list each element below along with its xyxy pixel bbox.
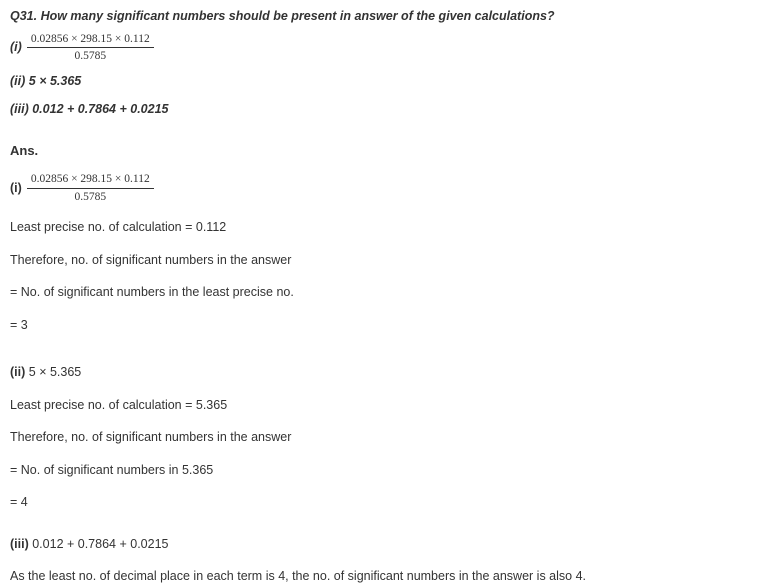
- answer-line: As the least no. of decimal place in each term is 4, the no. of significant numbers in the answer is also 4.: [10, 569, 586, 584]
- question-item-ii-text: 5 × 5.365: [28, 74, 82, 89]
- answer-part-ii-expression: [10, 364, 760, 382]
- question-item-ii: [10, 73, 760, 91]
- answer-line: Therefore, no. of significant numbers in the answer: [10, 252, 292, 267]
- answer-line: = No. of significant numbers in 5.365: [10, 462, 214, 477]
- question-item-i-label: (i): [10, 39, 22, 54]
- answer-part-i-expression: [10, 172, 760, 204]
- answer-part-ii-label: (ii): [10, 365, 26, 380]
- answer-part-iii-text: 0.012 + 0.7864 + 0.0215: [32, 536, 169, 551]
- answer-heading: Ans.: [10, 143, 39, 159]
- answer-line: Therefore, no. of significant numbers in the answer: [10, 430, 292, 445]
- question-item-iii-text: 0.012 + 0.7864 + 0.0215: [32, 101, 169, 116]
- question-item-i: [10, 32, 760, 64]
- answer-line: Least precise no. of calculation = 0.112: [10, 220, 227, 235]
- fraction-denominator: 0.5785: [74, 190, 107, 203]
- fraction-numerator: 0.02856 × 298.15 × 0.112: [27, 172, 154, 188]
- question-item-iii: [10, 101, 760, 119]
- fraction-denominator: 0.5785: [74, 49, 107, 62]
- fraction-answer-i: [27, 172, 154, 204]
- answer-line: = 4: [10, 495, 28, 510]
- fraction-question-i: [27, 32, 154, 64]
- answer-part-i-label: (i): [10, 180, 22, 195]
- answer-line: Least precise no. of calculation = 5.365: [10, 397, 228, 412]
- document-page: [0, 8, 760, 584]
- answer-part-iii-label: (iii): [10, 536, 29, 551]
- answer-part-ii-text: 5 × 5.365: [28, 365, 82, 380]
- question-title: Q31. How many significant numbers should be present in answer of the given calculations?: [10, 9, 555, 23]
- answer-line: = 3: [10, 317, 28, 332]
- question-item-ii-label: (ii): [10, 74, 26, 89]
- answer-part-iii-expression: [10, 536, 760, 554]
- fraction-numerator: 0.02856 × 298.15 × 0.112: [27, 32, 154, 48]
- question-item-iii-label: (iii): [10, 101, 29, 116]
- answer-line: = No. of significant numbers in the least precise no.: [10, 285, 294, 300]
